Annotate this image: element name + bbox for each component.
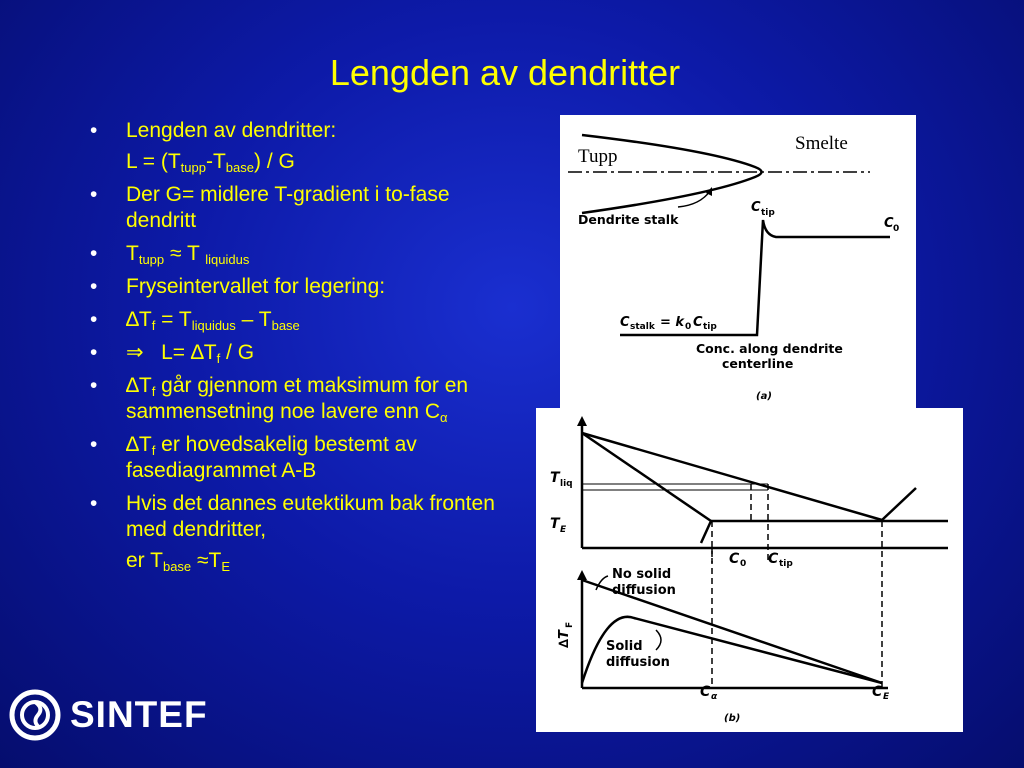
bullet-item (90, 118, 510, 144)
bullet-item (90, 432, 510, 484)
label-tupp: Tupp (578, 146, 618, 167)
label-ce-sub: E (883, 692, 890, 702)
label-cstalk-sub: stalk (630, 322, 655, 332)
subscript: base (271, 318, 300, 333)
caption-a: (a) (756, 391, 772, 402)
label-k0-sub: 0 (685, 322, 692, 332)
bullet-item (90, 274, 510, 300)
phase-diagram-figure (536, 408, 963, 732)
solid-pointer (656, 630, 661, 650)
bullet-item (90, 491, 510, 543)
label-tliq: T (550, 470, 560, 486)
subscript: f (151, 384, 156, 399)
formula-text: – T (235, 308, 272, 331)
bullet-list (90, 118, 510, 581)
subscript: α (440, 410, 448, 425)
dendrite-concentration-figure (560, 115, 916, 408)
label-tliq-sub: liq (560, 479, 573, 489)
formula-text: ) / G (254, 150, 295, 173)
label-ctip: C (751, 200, 761, 215)
label-cstalk: C (620, 315, 630, 330)
bullet-text: Hvis det dannes eutektikum bak fronten med dendritter, (126, 492, 495, 541)
label-ctip-sub: tip (779, 559, 793, 569)
bullet-continuation (90, 548, 510, 574)
bullet-continuation (90, 149, 510, 175)
subscript: liquidus (191, 318, 236, 333)
liquidus-line (582, 433, 882, 520)
label-c0-sub: 0 (893, 224, 900, 234)
formula-text: -T (205, 150, 226, 173)
solidus-line (582, 433, 711, 521)
label-dendrite-stalk: Dendrite stalk (578, 212, 679, 227)
formula-text: er T (126, 549, 163, 572)
formula-text: ≈T (191, 549, 222, 572)
label-c0: C (729, 551, 740, 567)
formula-text: ∆T (126, 433, 152, 456)
formula-text: / G (220, 341, 255, 364)
label-cstalk-tail-sub: tip (703, 322, 717, 332)
sintef-wordmark: SINTEF (70, 694, 208, 735)
label-no-solid-2: diffusion (612, 583, 676, 598)
label-c0-sub: 0 (740, 559, 747, 569)
label-solid-2: diffusion (606, 655, 670, 670)
label-k0: = k (660, 315, 685, 330)
bullet-text: Lengden av dendritter: (126, 119, 337, 142)
label-calpha-sub: α (711, 692, 718, 702)
subscript: tupp (138, 252, 165, 267)
subscript: f (151, 443, 156, 458)
formula-text: ≈ T (164, 242, 206, 265)
label-cstalk-tail: C (693, 315, 703, 330)
label-ctip: C (768, 551, 779, 567)
caption-b: (b) (724, 713, 741, 724)
sintef-emblem (8, 688, 62, 742)
label-dtf-sub: F (565, 621, 575, 628)
label-c0: C (884, 216, 894, 231)
label-te: T (550, 516, 560, 532)
label-ctip-sub: tip (761, 208, 775, 218)
formula-text: L= ∆T (143, 341, 217, 364)
subscript: liquidus (205, 252, 250, 267)
label-smelte: Smelte (795, 133, 848, 154)
bullet-item (90, 307, 510, 333)
formula-text: ∆T (126, 374, 152, 397)
figure-b-svg (536, 408, 963, 732)
dtf-axis-label (557, 622, 575, 648)
label-te-sub: E (560, 525, 567, 535)
liquidus-b-line (882, 488, 916, 520)
subscript: E (221, 559, 231, 574)
formula-text: L = (T (126, 150, 181, 173)
label-ce: C (872, 684, 883, 700)
bullet-text: Der G= midlere T-gradient i to-fase dendritt (126, 183, 450, 232)
solvus-line (701, 521, 711, 543)
bullet-item (90, 241, 510, 267)
formula-text: T (126, 242, 139, 265)
slide-title: Lengden av dendritter (329, 52, 681, 93)
label-no-solid-1: No solid (612, 567, 672, 582)
bullet-item (90, 340, 510, 366)
subscript: base (225, 160, 254, 175)
axis-arrow-head (577, 570, 587, 580)
bullet-item (90, 373, 510, 425)
axis-arrow-head (577, 416, 587, 426)
subscript: f (216, 351, 221, 366)
subscript: tupp (180, 160, 206, 175)
bullet-item (90, 182, 510, 234)
label-conc-line2: centerline (722, 356, 794, 371)
bullet-text: går gjennom et maksimum for en sammensetning noe lavere enn C (126, 374, 469, 423)
bullet-text: Fryseintervallet for legering: (126, 275, 386, 298)
formula-text: = T (155, 308, 192, 331)
label-conc-line1: Conc. along dendrite (696, 341, 843, 356)
label-dtf: ∆T (557, 630, 572, 648)
label-solid-1: Solid (606, 639, 643, 654)
label-calpha: C (700, 684, 711, 700)
bullet-text: er hovedsakelig bestemt av fasediagrammet A-B (126, 433, 417, 482)
sintef-logo-icon (8, 688, 62, 747)
figure-a-svg (560, 115, 916, 408)
formula-text: ∆T (126, 308, 152, 331)
subscript: f (151, 318, 156, 333)
subscript: base (162, 559, 192, 574)
implies-arrow: ⇒ (126, 341, 144, 364)
